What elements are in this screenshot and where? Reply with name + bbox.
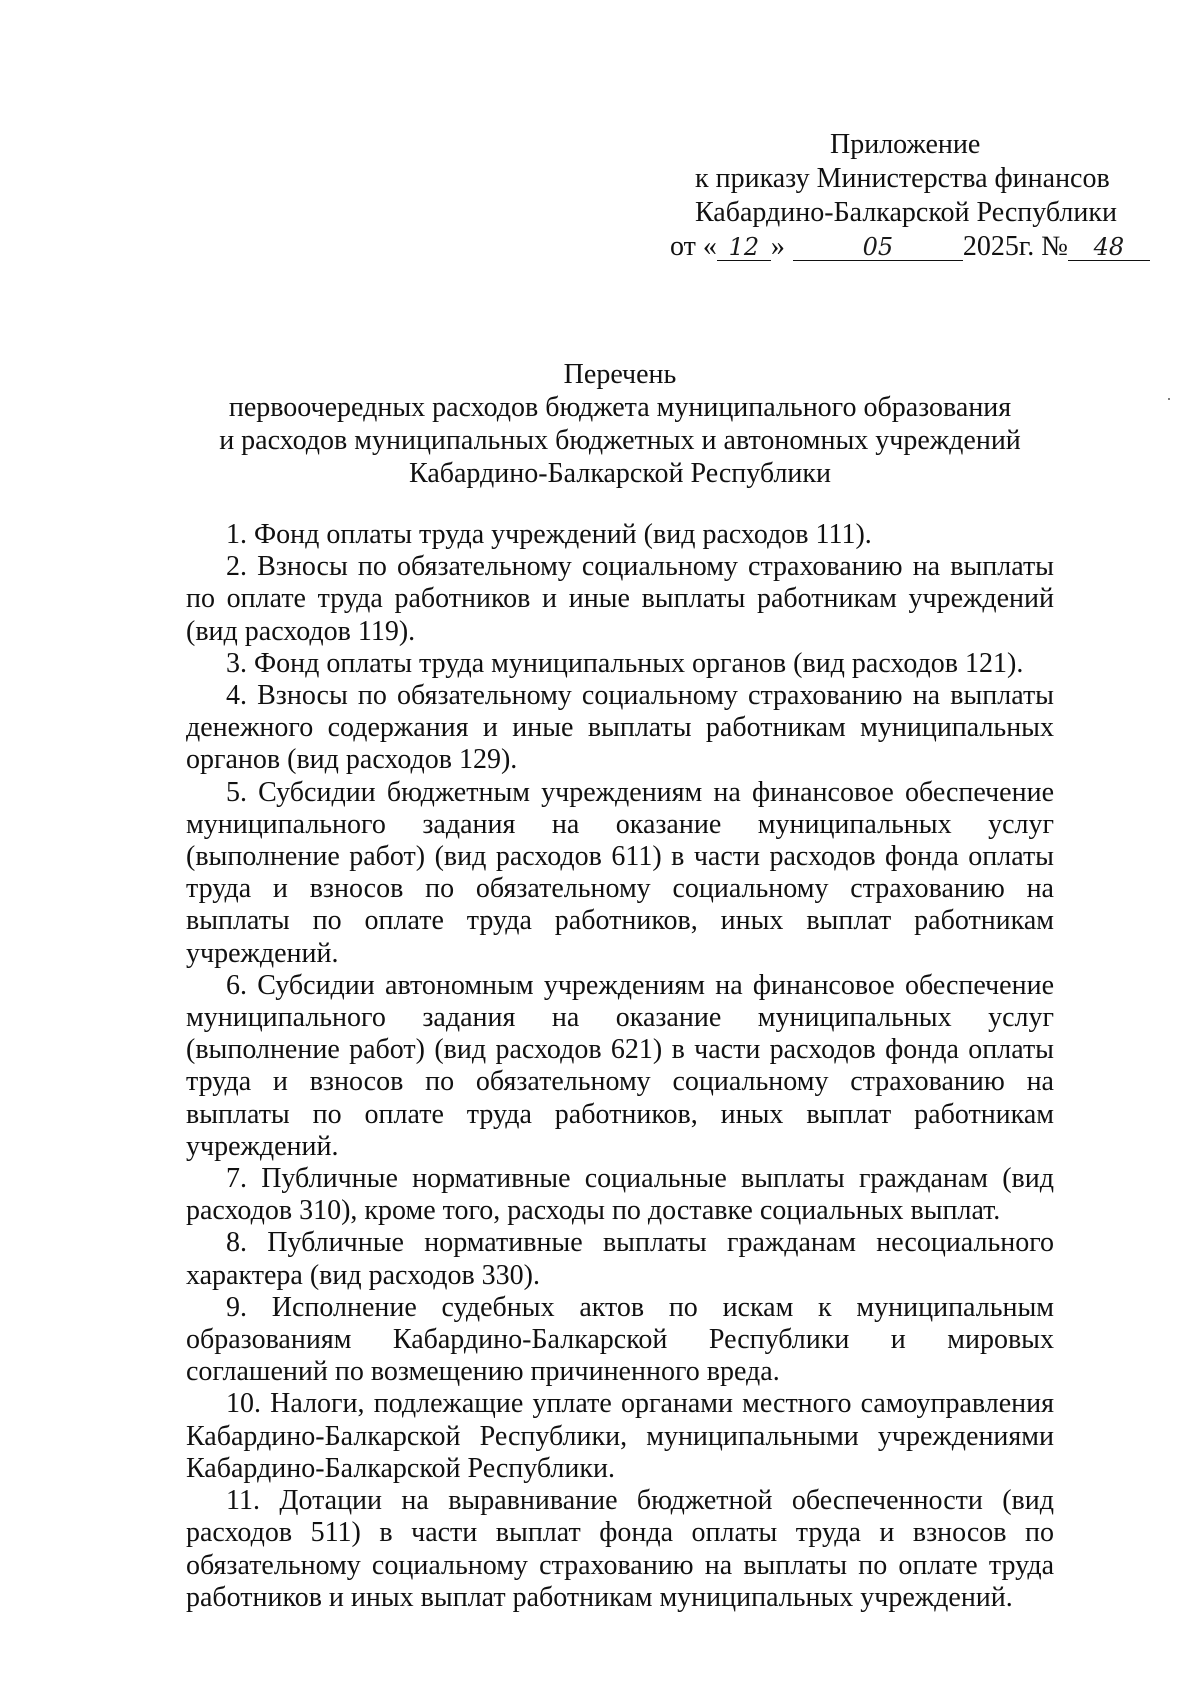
scan-speck — [1168, 398, 1170, 400]
appendix-date-line — [640, 230, 1140, 264]
list-item: 8. Публичные нормативные выплаты гражданам несоциального характера (вид расходов 330). — [186, 1227, 1054, 1291]
appendix-title: Приложение — [830, 129, 981, 160]
list-item: 5. Субсидии бюджетным учреждениям на финансовое обеспечение муниципального задания на оказание муниципальных услуг (выполнение работ) (вид расходов 611) в части расходов фонда оплаты труда и взносов по обязательному социальному страхованию на выплаты по оплате труда работников, иных выплат работникам учреждений. — [186, 776, 1054, 969]
list-item: 4. Взносы по обязательному социальному страхованию на выплаты денежного содержания и иные выплаты работникам муниципальных органов (вид расходов 129). — [186, 680, 1054, 776]
list-item: 11. Дотации на выравнивание бюджетной обеспеченности (вид расходов 511) в части выплат фонда оплаты труда и взносов по обязательному социальному страхованию на выплаты по оплате труда работников и иных выплат работникам муниципальных учреждений. — [186, 1485, 1054, 1613]
list-item: 7. Публичные нормативные социальные выплаты гражданам (вид расходов 310), кроме того, расходы по доставке социальных выплат. — [186, 1163, 1054, 1227]
list-item: 2. Взносы по обязательному социальному страхованию на выплаты по оплате труда работников и иные выплаты работникам учреждений (вид расходов 119). — [186, 551, 1054, 647]
appendix-order-ref: к приказу Министерства финансов — [695, 163, 1110, 194]
list-item: 6. Субсидии автономным учреждениям на финансовое обеспечение муниципального задания на оказание муниципальных услуг (выполнение работ) (вид расходов 621) в части расходов фонда оплаты труда и взносов по обязательному социальному страхованию на выплаты по оплате труда работников, иных выплат работникам учреждений. — [186, 969, 1054, 1162]
appendix-republic: Кабардино-Балкарской Республики — [695, 197, 1117, 228]
handwritten-day: 12 — [717, 234, 771, 261]
expense-list — [186, 519, 1054, 1614]
date-mid: » — [770, 231, 785, 262]
list-item: 1. Фонд оплаты труда учреждений (вид расходов 111). — [226, 519, 872, 550]
title-line-2: первоочередных расходов бюджета муниципального образования — [228, 392, 1012, 423]
document-title — [180, 358, 1060, 490]
title-line-3: и расходов муниципальных бюджетных и автономных учреждений — [219, 425, 1021, 456]
date-prefix: от « — [670, 231, 717, 262]
list-item: 3. Фонд оплаты труда муниципальных органов (вид расходов 121). — [226, 647, 1024, 679]
list-item: 9. Исполнение судебных актов по искам к муниципальным образованиям Кабардино-Балкарской Республики и мировых соглашений по возмещению причиненного вреда. — [186, 1291, 1054, 1388]
title-line-4: Кабардино-Балкарской Республики — [409, 458, 831, 489]
handwritten-order-number: 48 — [1068, 234, 1150, 261]
list-item: 10. Налоги, подлежащие уплате органами местного самоуправления Кабардино-Балкарской Республики, муниципальными учреждениями Кабардино-Балкарской Республики. — [186, 1388, 1054, 1484]
appendix-header — [640, 128, 1140, 264]
handwritten-month: 05 — [793, 234, 963, 261]
date-year: 2025г. № — [962, 231, 1068, 262]
title-line-1: Перечень — [563, 359, 677, 390]
